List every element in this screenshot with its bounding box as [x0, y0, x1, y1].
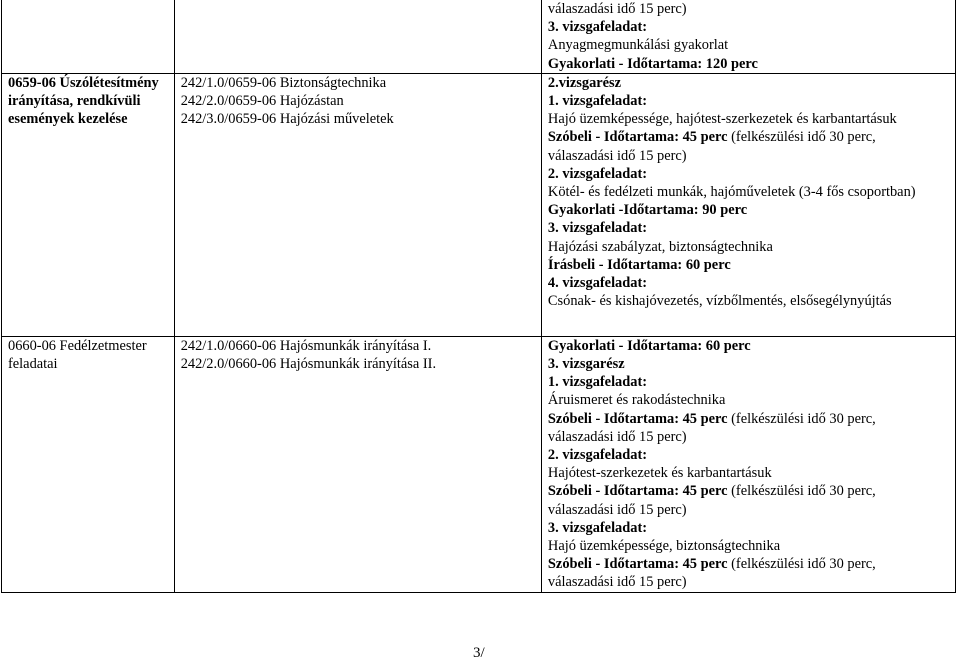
- exam-line: [548, 36, 949, 54]
- exam-line-text: Gyakorlati - Időtartama: 120 perc: [547, 55, 758, 72]
- exam-line-text: 2. vizsgafeladat:: [547, 447, 648, 464]
- exam-line-text: Hajó üzemképessége, biztonságtechnika: [547, 538, 781, 555]
- topic-item: 242/3.0/0659-06 Hajózási műveletek: [180, 111, 394, 128]
- exam-line: [548, 482, 949, 500]
- exam-line-text: Írásbeli - Időtartama: 60 perc: [547, 256, 731, 273]
- exam-line: [548, 0, 949, 18]
- exam-line-text: Szóbeli - Időtartama: 45 perc: [547, 556, 728, 573]
- topic-item: 242/1.0/0659-06 Biztonságtechnika: [180, 74, 387, 91]
- topics-cell: [174, 336, 541, 592]
- exam-line: [548, 355, 949, 373]
- exam-line: [548, 147, 949, 165]
- exam-line: [548, 219, 949, 237]
- topic-item: 242/2.0/0659-06 Hajózástan: [180, 93, 344, 110]
- exam-line: [548, 92, 949, 110]
- exam-line: [548, 74, 949, 92]
- page-number: 3/: [473, 645, 485, 661]
- exam-line-text: Kötél- és fedélzeti munkák, hajóműveletek (3-4 fős csoportban): [547, 184, 916, 201]
- topics-cell: [174, 73, 541, 336]
- table-row: [2, 73, 956, 336]
- exam-line: [548, 410, 949, 428]
- exam-line: [548, 391, 949, 409]
- exam-line: [548, 201, 949, 219]
- exam-line-text: Anyagmegmunkálási gyakorlat: [547, 37, 729, 54]
- exam-line-text: Gyakorlati - Időtartama: 60 perc: [547, 337, 751, 354]
- exam-cell: [541, 0, 955, 73]
- exam-line-rest: (felkészülési idő 30 perc,: [727, 410, 876, 427]
- exam-line-text: 3. vizsgafeladat:: [547, 519, 648, 536]
- exam-line-text: válaszadási idő 15 perc): [547, 428, 687, 445]
- exam-line-text: Hajó üzemképessége, hajótest-szerkezetek és karbantartásuk: [547, 111, 897, 128]
- topic-item: 242/2.0/0660-06 Hajósmunkák irányítása II.: [180, 356, 437, 373]
- exam-line-text: 1. vizsgafeladat:: [547, 374, 648, 391]
- exam-line-text: Szóbeli - Időtartama: 45 perc: [547, 129, 728, 146]
- exam-line: [548, 256, 949, 274]
- exam-line: [548, 128, 949, 146]
- exam-line-text: Szóbeli - Időtartama: 45 perc: [547, 410, 728, 427]
- exam-line-text: 3. vizsgafeladat:: [547, 220, 648, 237]
- exam-line-text: 1. vizsgafeladat:: [547, 93, 648, 110]
- exam-line: [548, 537, 949, 555]
- topics-cell: [174, 0, 541, 73]
- exam-line: [548, 501, 949, 519]
- exam-line-text: Hajózási szabályzat, biztonságtechnika: [547, 238, 773, 255]
- exam-line: [548, 337, 949, 355]
- exam-line-text: Áruismeret és rakodástechnika: [547, 392, 726, 409]
- exam-line: [548, 292, 949, 310]
- topic-item: 242/1.0/0660-06 Hajósmunkák irányítása I.: [180, 337, 432, 354]
- module-cell: 0660-06 Fedélzetmester feladatai: [2, 336, 175, 592]
- exam-line-text: válaszadási idő 15 perc): [547, 501, 687, 518]
- exam-line-text: 4. vizsgafeladat:: [547, 275, 648, 292]
- module-cell: [2, 0, 175, 73]
- exam-line-text: Csónak- és kishajóvezetés, vízbőlmentés, elsősegélynyújtás: [547, 293, 892, 310]
- exam-line-rest: (felkészülési idő 30 perc,: [727, 129, 876, 146]
- exam-line: [548, 238, 949, 256]
- exam-line-text: 3. vizsgafeladat:: [547, 19, 648, 36]
- exam-line-text: 2. vizsgafeladat:: [547, 165, 648, 182]
- exam-line: [548, 446, 949, 464]
- exam-line: [548, 428, 949, 446]
- exam-line-text: Hajótest-szerkezetek és karbantartásuk: [547, 465, 772, 482]
- exam-line-text: válaszadási idő 15 perc): [547, 147, 687, 164]
- exam-line-text: 2.vizsgarész: [547, 74, 622, 91]
- exam-line: [548, 519, 949, 537]
- table-row: [2, 0, 956, 73]
- exam-line: [548, 110, 949, 128]
- exam-line: [548, 464, 949, 482]
- exam-line: [548, 373, 949, 391]
- exam-line: [548, 55, 949, 73]
- exam-line-rest: (felkészülési idő 30 perc,: [727, 556, 876, 573]
- exam-line: [548, 274, 949, 292]
- table-row: [2, 336, 956, 592]
- exam-line: [548, 555, 949, 573]
- exam-line-text: Gyakorlati -Időtartama: 90 perc: [547, 202, 748, 219]
- exam-line-text: válaszadási idő 15 perc): [547, 574, 687, 591]
- module-cell: 0659-06 Úszólétesítmény irányítása, rendkívüli események kezelése: [2, 73, 175, 336]
- exam-structure-table: [1, 0, 956, 593]
- exam-line-rest: (felkészülési idő 30 perc,: [727, 483, 876, 500]
- exam-line-text: 3. vizsgarész: [547, 356, 625, 373]
- exam-line: [548, 165, 949, 183]
- exam-line-text: Szóbeli - Időtartama: 45 perc: [547, 483, 728, 500]
- exam-cell: [541, 336, 955, 592]
- exam-line: [548, 18, 949, 36]
- exam-cell: [541, 73, 955, 336]
- exam-line-text: válaszadási idő 15 perc): [547, 1, 687, 17]
- exam-line: [548, 573, 949, 591]
- exam-line: [548, 183, 949, 201]
